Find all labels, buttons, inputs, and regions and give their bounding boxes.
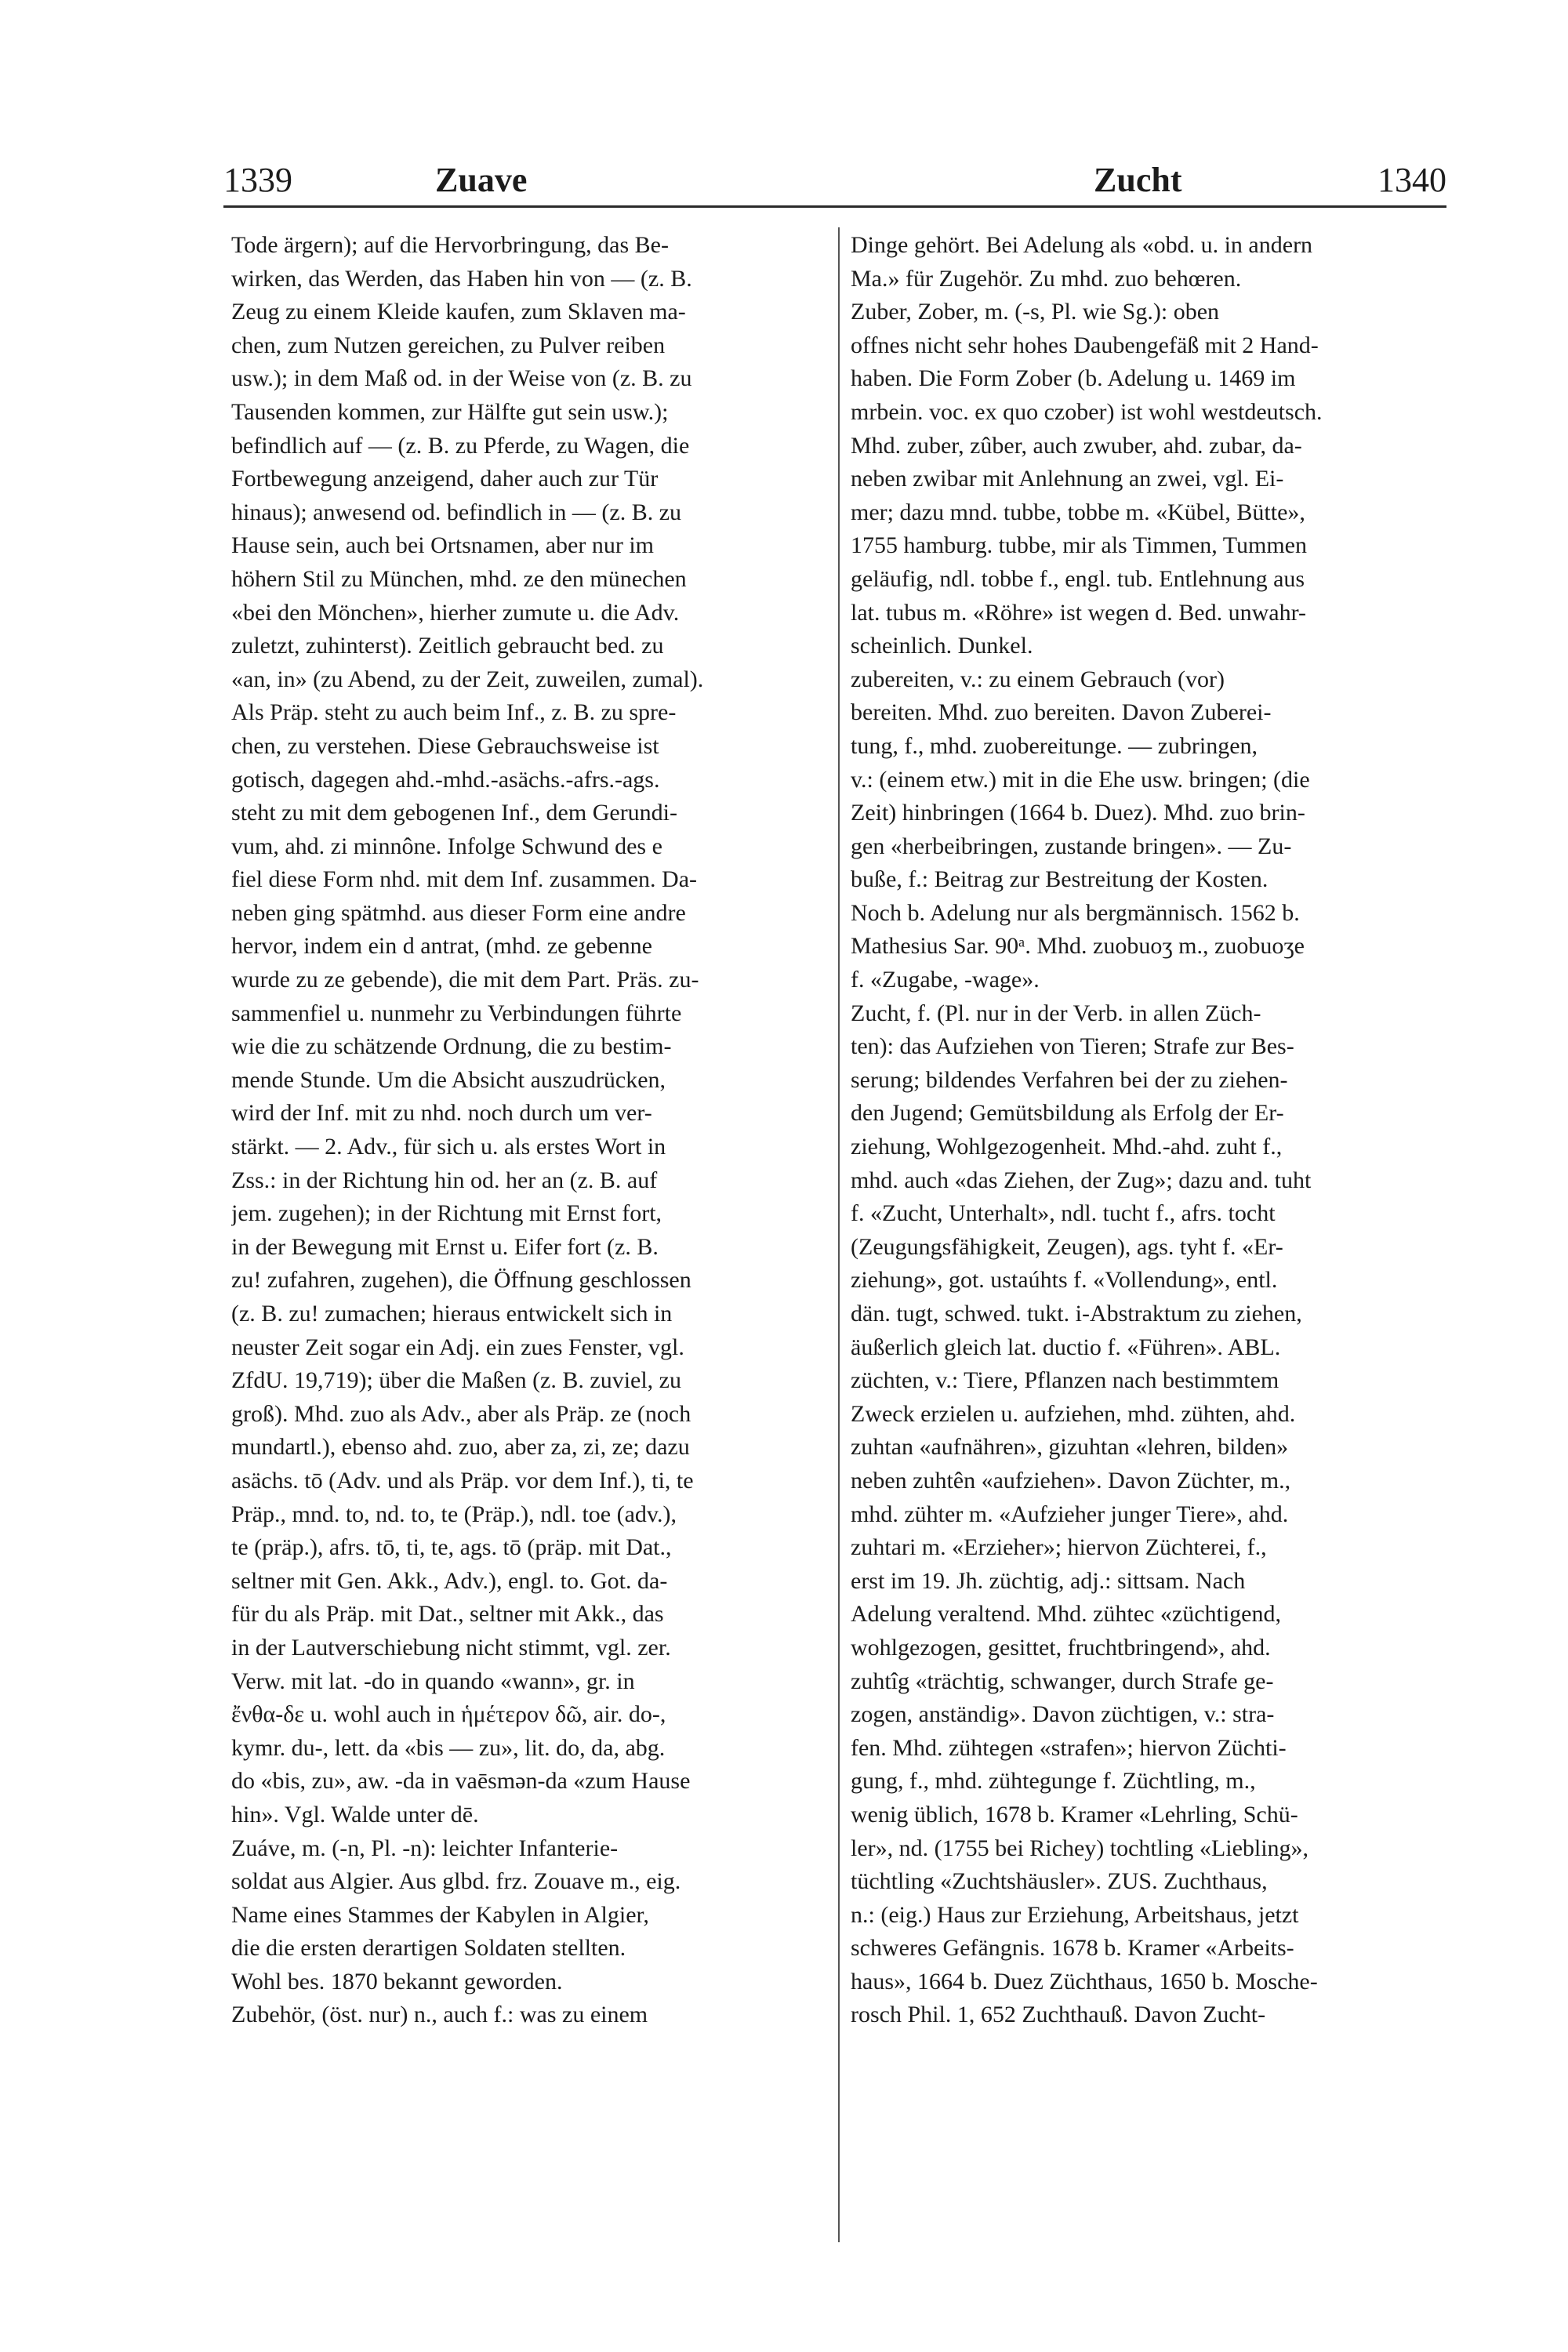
text-line: Tode ärgern); auf die Hervorbringung, das Be- <box>231 232 669 258</box>
text-line: ler», nd. (1755 bei Richey) tochtling «Liebling», <box>851 1835 1309 1861</box>
text-line: kymr. du-, lett. da «bis — zu», lit. do, da, abg. <box>231 1734 666 1761</box>
text-line: mhd. zühter m. «Aufzieher junger Tiere», ahd. <box>851 1501 1289 1527</box>
text-line: wurde zu ze gebende), die mit dem Part. Präs. zu- <box>231 967 699 993</box>
text-line: fen. Mhd. zühtegen «strafen»; hiervon Züchti- <box>851 1734 1287 1761</box>
text-line: neuster Zeit sogar ein Adj. ein zues Fenster, vgl. <box>231 1334 684 1360</box>
text-line: v.: (einem etw.) mit in die Ehe usw. bringen; (die <box>851 766 1310 793</box>
text-line: Wohl bes. 1870 bekannt geworden. <box>231 1968 563 1994</box>
text-line: in der Bewegung mit Ernst u. Eifer fort (z. B. <box>231 1233 659 1260</box>
text-line: mer; dazu mnd. tubbe, tobbe m. «Kübel, Bütte», <box>851 499 1305 525</box>
guide-word-left: Zuave <box>435 161 528 199</box>
text-line: die die ersten derartigen Soldaten stellten. <box>231 1935 626 1962</box>
text-line: höhern Stil zu München, mhd. ze den münechen <box>231 565 687 592</box>
text-line: (Zeugungsfähigkeit, Zeugen), ags. tyht f. «Er- <box>851 1233 1283 1260</box>
text-line: hervor, indem ein d antrat, (mhd. ze gebenne <box>231 933 652 960</box>
text-line: schweres Gefängnis. 1678 b. Kramer «Arbeits- <box>851 1935 1294 1962</box>
text-line: züchten, v.: Tiere, Pflanzen nach bestimmtem <box>851 1367 1279 1394</box>
text-line: tüchtling «Zuchtshäusler». ZUS. Zuchthaus, <box>851 1868 1268 1895</box>
text-line: ZfdU. 19,719); über die Maßen (z. B. zuviel, zu <box>231 1367 681 1394</box>
text-line: Zweck erzielen u. aufziehen, mhd. zühten, ahd. <box>851 1400 1296 1427</box>
text-line: Adelung veraltend. Mhd. zühtec «züchtigend, <box>851 1601 1281 1628</box>
text-line: tung, f., mhd. zuobereitunge. — zubringen, <box>851 732 1258 759</box>
text-line: wirken, das Werden, das Haben hin von — (z. B. <box>231 265 692 292</box>
text-line: Verw. mit lat. -do in quando «wann», gr. in <box>231 1668 635 1694</box>
text-line: äußerlich gleich lat. ductio f. «Führen». ABL. <box>851 1334 1281 1360</box>
text-line: Hause sein, auch bei Ortsnamen, aber nur im <box>231 532 654 559</box>
text-line: ziehung, Wohlgezogenheit. Mhd.-ahd. zuht f., <box>851 1134 1283 1160</box>
text-line: Zuáve, m. (-n, Pl. -n): leichter Infanterie- <box>231 1835 619 1861</box>
text-line: seltner mit Gen. Akk., Adv.), engl. to. Got. da- <box>231 1567 668 1594</box>
text-line: Dinge gehört. Bei Adelung als «obd. u. in andern <box>851 232 1313 258</box>
text-line: offnes nicht sehr hohes Daubengefäß mit 2 Hand- <box>851 332 1319 358</box>
text-line: Mathesius Sar. 90ᵃ. Mhd. zuobuoʒ m., zuobuoʒe <box>851 933 1305 960</box>
text-line: vum, ahd. zi minnône. Infolge Schwund des e <box>231 833 662 859</box>
text-line: Zeit) hinbringen (1664 b. Duez). Mhd. zuo brin- <box>851 800 1305 826</box>
page-header <box>223 157 1446 204</box>
text-line: te (präp.), afrs. tō, ti, te, ags. tō (präp. mit Dat., <box>231 1534 672 1561</box>
text-line: asächs. tō (Adv. und als Präp. vor dem Inf.), ti, te <box>231 1467 694 1494</box>
text-line: in der Lautverschiebung nicht stimmt, vgl. zer. <box>231 1634 671 1661</box>
text-line: chen, zu verstehen. Diese Gebrauchsweise ist <box>231 732 659 759</box>
text-line: erst im 19. Jh. züchtig, adj.: sittsam. Nach <box>851 1567 1246 1594</box>
text-line: gung, f., mhd. zühtegunge f. Züchtling, m., <box>851 1768 1256 1795</box>
text-line: Zeug zu einem Kleide kaufen, zum Sklaven ma- <box>231 299 686 325</box>
text-line: zubereiten, v.: zu einem Gebrauch (vor) <box>851 666 1225 692</box>
text-line: do «bis, zu», aw. -da in vaēsmən-da «zum Hause <box>231 1768 691 1795</box>
text-line: Ma.» für Zugehör. Zu mhd. zuo behœren. <box>851 265 1242 292</box>
text-line: (z. B. zu! zumachen; hieraus entwickelt sich in <box>231 1301 673 1327</box>
text-line: den Jugend; Gemütsbildung als Erfolg der Er- <box>851 1100 1284 1127</box>
text-line: lat. tubus m. «Röhre» ist wegen d. Bed. unwahr- <box>851 599 1306 626</box>
text-line: «an, in» (zu Abend, zu der Zeit, zuweilen, zumal). <box>231 666 704 692</box>
text-line: Zubehör, (öst. nur) n., auch f.: was zu einem <box>231 2002 648 2028</box>
text-line: buße, f.: Beitrag zur Bestreitung der Kosten. <box>851 866 1269 893</box>
text-line: ἔνθα-δε u. wohl auch in ἡμέτερον δῶ, air. do-, <box>231 1701 666 1728</box>
text-line: Mhd. zuber, zûber, auch zwuber, ahd. zubar, da- <box>851 432 1302 459</box>
text-line: hin». Vgl. Walde unter dē. <box>231 1801 479 1828</box>
text-line: wenig üblich, 1678 b. Kramer «Lehrling, Schü- <box>851 1801 1298 1828</box>
left-column <box>231 229 827 2032</box>
text-line: fiel diese Form nhd. mit dem Inf. zusammen. Da- <box>231 866 698 893</box>
text-line: chen, zum Nutzen gereichen, zu Pulver reiben <box>231 332 666 358</box>
guide-word-right: Zucht <box>1094 161 1182 199</box>
text-line: scheinlich. Dunkel. <box>851 633 1033 659</box>
text-line: haus», 1664 b. Duez Züchthaus, 1650 b. Mosche- <box>851 1968 1318 1994</box>
text-line: f. «Zugabe, -wage». <box>851 967 1040 993</box>
text-line: mhd. auch «das Ziehen, der Zug»; dazu and. tuht <box>851 1167 1312 1193</box>
text-line: gen «herbeibringen, zustande bringen». — Zu- <box>851 833 1292 859</box>
text-line: Präp., mnd. to, nd. to, te (Präp.), ndl. toe (adv.), <box>231 1501 677 1527</box>
text-line: n.: (eig.) Haus zur Erziehung, Arbeitshaus, jetzt <box>851 1901 1299 1928</box>
text-line: mende Stunde. Um die Absicht auszudrücken, <box>231 1066 666 1093</box>
text-line: Fortbewegung anzeigend, daher auch zur Tür <box>231 466 659 492</box>
page-number-right: 1340 <box>1377 161 1446 199</box>
text-line: soldat aus Algier. Aus glbd. frz. Zouave m., eig. <box>231 1868 681 1895</box>
right-column <box>851 229 1446 2032</box>
text-line: Name eines Stammes der Kabylen in Algier, <box>231 1901 649 1928</box>
text-line: rosch Phil. 1, 652 Zuchthauß. Davon Zucht- <box>851 2002 1266 2028</box>
text-line: befindlich auf — (z. B. zu Pferde, zu Wagen, die <box>231 432 690 459</box>
text-line: mrbein. voc. ex quo czober) ist wohl westdeutsch. <box>851 398 1323 425</box>
text-line: groß). Mhd. zuo als Adv., aber als Präp. ze (noch <box>231 1400 691 1427</box>
text-line: f. «Zucht, Unterhalt», ndl. tucht f., afrs. tocht <box>851 1200 1276 1227</box>
text-line: sammenfiel u. nunmehr zu Verbindungen führte <box>231 1000 682 1026</box>
text-line: zuhtari m. «Erzieher»; hiervon Züchterei, f., <box>851 1534 1267 1561</box>
text-line: stärkt. — 2. Adv., für sich u. als erstes Wort in <box>231 1134 666 1160</box>
text-line: usw.); in dem Maß od. in der Weise von (z. B. zu <box>231 365 692 392</box>
text-line: neben zwibar mit Anlehnung an zwei, vgl. Ei- <box>851 466 1284 492</box>
text-line: zuhtan «aufnähren», gizuhtan «lehren, bilden» <box>851 1434 1289 1461</box>
text-line: Noch b. Adelung nur als bergmännisch. 1562 b. <box>851 899 1300 926</box>
text-line: wird der Inf. mit zu nhd. noch durch um ver- <box>231 1100 652 1127</box>
text-line: «bei den Mönchen», hierher zumute u. die Adv. <box>231 599 680 626</box>
text-line: bereiten. Mhd. zuo bereiten. Davon Zuberei- <box>851 699 1272 726</box>
text-line: Zss.: in der Richtung hin od. her an (z. B. auf <box>231 1167 658 1193</box>
text-line: neben ging spätmhd. aus dieser Form eine andre <box>231 899 686 926</box>
text-line: Zucht, f. (Pl. nur in der Verb. in allen Züch- <box>851 1000 1261 1026</box>
text-line: Tausenden kommen, zur Hälfte gut sein usw.); <box>231 398 669 425</box>
text-line: hinaus); anwesend od. befindlich in — (z. B. zu <box>231 499 682 525</box>
text-line: für du als Präp. mit Dat., seltner mit Akk., das <box>231 1601 664 1628</box>
text-line: zuhtîg «trächtig, schwanger, durch Strafe ge- <box>851 1668 1274 1694</box>
text-line: wie die zu schätzende Ordnung, die zu bestim- <box>231 1033 672 1060</box>
column-divider <box>838 227 840 2242</box>
text-line: 1755 hamburg. tubbe, mir als Timmen, Tummen <box>851 532 1307 559</box>
text-line: zuletzt, zuhinterst). Zeitlich gebraucht bed. zu <box>231 633 664 659</box>
text-line: ten): das Aufziehen von Tieren; Strafe zur Bes- <box>851 1033 1294 1060</box>
text-line: haben. Die Form Zober (b. Adelung u. 1469 im <box>851 365 1296 392</box>
page-number-left: 1339 <box>223 161 292 199</box>
text-line: wohlgezogen, gesittet, fruchtbringend», ahd. <box>851 1634 1271 1661</box>
text-line: serung; bildendes Verfahren bei der zu ziehen- <box>851 1066 1288 1093</box>
text-line: Zuber, Zober, m. (-s, Pl. wie Sg.): oben <box>851 299 1220 325</box>
text-line: Als Präp. steht zu auch beim Inf., z. B. zu spre- <box>231 699 677 726</box>
text-line: dän. tugt, schwed. tukt. i-Abstraktum zu ziehen, <box>851 1301 1302 1327</box>
text-line: zogen, anständig». Davon züchtigen, v.: stra- <box>851 1701 1275 1728</box>
text-line: steht zu mit dem gebogenen Inf., dem Gerundi- <box>231 800 678 826</box>
text-line: geläufig, ndl. tobbe f., engl. tub. Entlehnung aus <box>851 565 1305 592</box>
text-line: jem. zugehen); in der Richtung mit Ernst fort, <box>231 1200 662 1227</box>
text-line: zu! zufahren, zugehen), die Öffnung geschlossen <box>231 1267 691 1294</box>
header-rule <box>223 205 1446 208</box>
text-line: ziehung», got. ustaúhts f. «Vollendung», entl. <box>851 1267 1278 1294</box>
text-line: gotisch, dagegen ahd.-mhd.-asächs.-afrs.-ags. <box>231 766 660 793</box>
text-line: neben zuhtên «aufziehen». Davon Züchter, m., <box>851 1467 1291 1494</box>
text-line: mundartl.), ebenso ahd. zuo, aber za, zi, ze; dazu <box>231 1434 690 1461</box>
